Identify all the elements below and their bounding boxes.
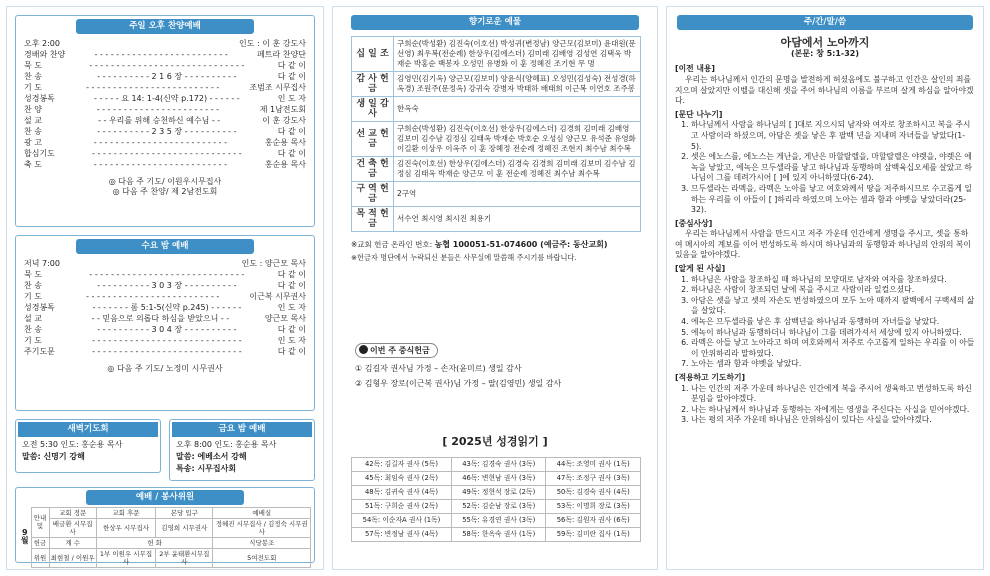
list-item: 1. 하나님께서 사람을 하나님의 [ ]대로 지으시되 남자와 여자로 창조하시고 복을 주시고 사람이라 하셨으며, 아담은 셋을 낳은 후 팔백 년을 지내며 자녀들을 낳았다(1-5). xyxy=(691,120,975,152)
dawn-sermon: 말씀: 신명기 강해 xyxy=(22,451,85,461)
order-row: 찬 송 - - - - - - - - - - 3 0 4 장 - - - - - - - - - - 다 같 이 xyxy=(24,324,306,334)
order-row: 설 교 - - 믿음으로 의롭다 하심을 받았으니 - - 양근모 목사 xyxy=(24,313,306,323)
prayer-item: ② 김형우 장로(이근복 권사)님 가정 – 딸(김영민) 생일 감사 xyxy=(355,379,562,388)
offering-title: 향기로운 예물 xyxy=(351,15,639,30)
offering-row: 목 적 헌 금 서수연 최시영 최시진 최용기 xyxy=(352,206,641,231)
section-heading: [이전 내용] xyxy=(675,64,715,74)
list-item: 3. 나는 평의 저주 가운데 하나님은 안위하심이 있다는 사실을 알아야겠다. xyxy=(691,415,975,426)
list-item: 4. 에녹은 므두셀라를 낳은 후 삼백년을 하나님과 동행하며 자녀들을 낳았다. xyxy=(691,317,975,328)
paragraph-list xyxy=(675,120,975,215)
duty-box xyxy=(15,487,315,566)
friday-special-song: 특송: 시무집사회 xyxy=(176,463,237,473)
previous-content: 우리는 하나님께서 인간의 문명을 발전하게 허셨음에도 불구하고 인간은 살인의 죄를 지으며 살았지만 이벨을 대신해 셋을 주어 하나님의 이름을 부르며 살게 하심을 알아야겠다. xyxy=(675,74,974,106)
offering-row: 생 일 감 사 한옥숙 xyxy=(352,96,641,121)
bank-info: ※교회 헌금 온라인 번호: 농협 100051-51-074600 (예금주: 동산교회) xyxy=(351,239,608,249)
order-row: 기 도 - - - - - - - - - - - - - - - - - - - - - - - - - - - - 인 도 자 xyxy=(24,335,306,345)
section-heading: [문단 나누기] xyxy=(675,109,723,119)
wednesday-service-title: 수요 밤 예배 xyxy=(76,239,254,254)
list-item: 6. 라멕은 아들 낳고 노아라고 하며 여호와께서 저주로 수고롭게 일하는 우리를 이 아들이 안위하리라 말하였다. xyxy=(691,338,975,359)
right-panel xyxy=(666,6,984,570)
list-item: 3. 아담은 셋을 낳고 셋의 자손도 번성하였으며 모두 노아 때까지 팔백에서 구백세의 삶을 살았다. xyxy=(691,296,975,317)
order-row: 묵 도 - - - - - - - - - - - - - - - - - - - - - - - - - - - - - 다 같 이 xyxy=(24,60,306,70)
sunday-next-praise: ◎ 다음 주 찬양/ 제 2남전도회 xyxy=(112,186,218,196)
sunday-next-prayer: ◎ 다음 주 기도/ 이원우시무집사 xyxy=(108,176,222,186)
offering-table xyxy=(351,36,641,232)
order-row: 기 도 - - - - - - - - - - - - - - - - - - - - - - - - - 조범조 시무집사 xyxy=(24,82,306,92)
list-item: 2. 셋은 에노스를, 에노스는 게난을, 게난은 마할랄렐을, 마할랄렐은 야렛을, 야렛은 에녹을 낳았고, 에녹은 므두셀라를 낳고 하나님과 동행하며 삼백육십오세를 살았고 하나님이 그를 데려가시어 [ ]에 있지 아니하였다(6-24). xyxy=(691,152,975,184)
sunday-order-list xyxy=(16,38,314,174)
order-row: 저녁 7:00 인도 : 양근모 목사 xyxy=(24,258,306,268)
section-heading: [알게 된 사실] xyxy=(675,264,726,274)
section-heading: [적용하고 기도하기] xyxy=(675,373,746,382)
friday-sermon: 말씀: 에베소서 강해 xyxy=(176,451,247,461)
bible-row: 42독: 김길자 권사 (5독) 43독: 김경숙 권사 (3독) 44독: 조영미 권사 (1독) xyxy=(352,458,641,472)
bible-reading-table xyxy=(351,457,641,542)
order-row: 성경봉독 - - - - - 요 14: 1-4(신약 p.172) - - - - - - 인 도 자 xyxy=(24,93,306,103)
offering-row: 건 축 헌 금 김진숙(이호선) 한상우(김에스더) 김경숙 김경희 김미래 김보미 김수남 김정심 김태옥 박재순 양근모 이 훈 전순례 정혜진 최수남 최수복 xyxy=(352,156,641,181)
list-item: 3. 므두셀라는 라멕을, 라멕은 노아를 낳고 여호와께서 땅을 저주하시므로 수고롭게 일하는 우리를 이 아들이 [ ]하리라 하였으며 노아는 셈과 함과 야벳을 낳았더라(25-32). xyxy=(691,184,975,216)
offering-row: 선 교 헌 금 구희순(박성환) 김진숙(이호선) 한상우(김에스더) 김경희 김미래 김배영 김보미 김수남 김정심 김태옥 박재순 박호순 오성심 양근모 유석준 유영화 이길환 이상우 이옥주 이 훈 장혜정 전순례 정혜진 조현지 최수남 최수복 xyxy=(352,121,641,156)
prayer-item: ① 김길자 권사님 가정 – 손자(윤미르) 생일 감사 xyxy=(355,364,522,373)
bible-row: 54독: 이순자A 권사 (1독) 55독: 유경연 권사 (3독) 56독: 김원자 권사 (6독) xyxy=(352,514,641,528)
dawn-prayer-box xyxy=(15,419,161,473)
offering-row: 구 역 헌 금 2구역 xyxy=(352,181,641,206)
order-row: 묵 도 - - - - - - - - - - - - - - - - - - - - - - - - - - - - - 다 같 이 xyxy=(24,269,306,279)
facts-list xyxy=(675,275,975,370)
offering-row: 감 사 헌 금 김영민(김기옥) 양근모(김보미) 양윤식(양혜표) 오성민(김성숙) 전성경(하옥경) 조원주(문정옥) 강귀숙 강병자 박태하 배태희 이근복 이연호 조주봉 xyxy=(352,71,641,96)
duty-head-hall: 예배실 xyxy=(213,507,311,518)
central-idea: 우리는 하나님께서 사람을 만드시고 저주 가운데 인간에게 생명을 주시고, 셋을 통하여 메시아의 계보를 이어 번성하도록 하시며 하나님과의 동행함과 하나님의 안위의 복이 있음을 알아야겠다. xyxy=(675,229,971,260)
order-row: 찬 양 - - - - - - - - - - - - - - - - - - - - - - - 제 1남전도회 xyxy=(24,104,306,114)
duty-title: 예배 / 봉사위원 xyxy=(86,490,244,505)
prayer-section: 이번 주 중식헌금 ① 김길자 권사님 가정 – 손자(윤미르) 생일 감사 ② 김형우 장로(이근복 권사)님 가정 – 딸(김영민) 생일 감사 xyxy=(355,343,561,389)
order-row: 경배와 찬양 - - - - - - - - - - - - - - - - - - - - - - - - - 페트라 찬양단 xyxy=(24,49,306,59)
list-item: 2. 나는 하나님께서 하나님과 동행하는 자에게는 영생을 주신다는 사실을 믿어야겠다. xyxy=(691,405,975,416)
sunday-service-box xyxy=(15,15,315,227)
list-item: 1. 하나님은 사람을 창조하실 때 하나님의 모양대로 남자와 여자를 창조하셨다. xyxy=(691,275,975,286)
devotion-title: 아담에서 노아까지 xyxy=(780,35,870,49)
offering-row: 십 일 조 구희순(박성환) 김진숙(이호선) 박성귀(변정남) 양근모(김보미) 윤대원(문선영) 최우복(전순례) 한상우(김에스더) 김미래 김배영 김성연 김택욱 박재순 박홍순 백봉자 오성민 유병화 이 훈 정혜진 조기현 무 명 xyxy=(352,36,641,71)
duty-head-back: 교회 후문 xyxy=(96,507,155,518)
duty-table: 9 월 안내 및 교회 정문 교회 후문 본당 입구 예배실 배금환 시무집사 한상우 시무집사 김영희 시무권사 정혜진 시무집사 / 김정숙 시무권사 헌금 계 수 헌 화 식당봉조 위원 최현철 / 이원우 1부 이원우 시무집사 2부 윤태환시무집사 5여전도회 xyxy=(19,507,311,568)
order-row: 성경봉독 - - - - - - - 롬 5:1-5(신약 p.245) - - - - - - 인 도 자 xyxy=(24,302,306,312)
friday-service-title: 금요 밤 예배 xyxy=(172,422,312,437)
omission-notice: ※헌금자 명단에서 누락되신 분들은 사무실에 말씀해 주시기를 바랍니다. xyxy=(351,252,577,262)
list-item: 5. 에녹이 하나님과 동행하더니 하나님이 그를 데려가셔서 세상에 있지 아니하였다. xyxy=(691,328,975,339)
friday-service-box xyxy=(169,419,315,481)
list-item: 1. 나는 인간의 저주 가운데 하나님은 인간에게 복을 주시어 생육하고 번성하도록 하신 분임을 알아야겠다. xyxy=(691,384,975,405)
bible-row: 45독: 최임숙 권사 (2독) 46독: 변현남 권사 (3독) 47독: 조정구 권사 (3독) xyxy=(352,472,641,486)
order-row: 찬 송 - - - - - - - - - - 2 1 6 장 - - - - - - - - - - 다 같 이 xyxy=(24,71,306,81)
bible-row: 48독: 김귀숙 권사 (4독) 49독: 정현석 장로 (2독) 50독: 김경숙 권사 (4독) xyxy=(352,486,641,500)
dawn-time-leader: 오전 5:30 인도: 홍순용 목사 xyxy=(22,439,123,449)
order-row: 축 도 - - - - - - - - - - - - - - - - - - - - - - - - - 홍순용 목사 xyxy=(24,159,306,169)
order-row: 주기도문 - - - - - - - - - - - - - - - - - - - - - - - - - - - - 다 같 이 xyxy=(24,346,306,356)
bible-row: 51독: 구희순 권사 (2독) 52독: 김순남 장로 (3독) 53독: 이명희 장로 (3독) xyxy=(352,500,641,514)
list-item: 7. 노아는 셈과 함과 야벳을 낳았다. xyxy=(691,359,975,370)
wednesday-next-prayer: ◎ 다음 주 기도/ 노정미 시무권사 xyxy=(107,363,223,373)
bible-row: 57독: 변정남 권사 (4독) 58독: 한옥숙 권사 (1독) 59독: 김미란 집사 (1독) xyxy=(352,528,641,542)
section-heading: [중심사상] xyxy=(675,218,713,228)
order-row: 찬 송 - - - - - - - - - - 3 0 3 장 - - - - - - - - - - 다 같 이 xyxy=(24,280,306,290)
application-list xyxy=(675,384,975,426)
duty-head-front: 교회 정문 xyxy=(49,507,96,518)
order-row: 합심기도 - - - - - - - - - - - - - - - - - - - - - - - - - - - - 다 같 이 xyxy=(24,148,306,158)
devotion-reference: (본문: 창 5:1-32) xyxy=(790,49,860,59)
duty-head-entrance: 본당 입구 xyxy=(156,507,213,518)
order-row: 기 도 - - - - - - - - - - - - - - - - - - - - - - - - - 이근복 시무권사 xyxy=(24,291,306,301)
bible-reading-title: [ 2025년 성경읽기 ] xyxy=(442,435,548,448)
left-panel xyxy=(6,6,324,570)
devotion-tag: 주/간/말/씀 xyxy=(677,15,973,30)
dawn-prayer-title: 새벽기도회 xyxy=(18,422,158,437)
wednesday-service-box xyxy=(15,235,315,411)
middle-panel xyxy=(332,6,658,570)
wednesday-order-list xyxy=(16,258,314,361)
friday-time-leader: 오후 8:00 인도: 홍순용 목사 xyxy=(176,439,277,449)
order-row: 광 고 - - - - - - - - - - - - - - - - - - - - - - - - - 홍순용 목사 xyxy=(24,137,306,147)
devotion-content xyxy=(667,59,983,432)
sunday-service-title: 주일 오후 찬양예배 xyxy=(76,19,254,34)
order-row: 찬 송 - - - - - - - - - - 2 3 5 장 - - - - - - - - - - 다 같 이 xyxy=(24,126,306,136)
record-icon xyxy=(359,345,368,354)
list-item: 2. 하나님은 사람이 창조되던 날에 복을 주시고 사람이라 일컬으셨다. xyxy=(691,285,975,296)
order-row: 오후 2:00 인도 : 이 훈 강도사 xyxy=(24,38,306,48)
order-row: 설 교 - - 우리를 위해 승천하신 예수님 - - 이 훈 강도사 xyxy=(24,115,306,125)
